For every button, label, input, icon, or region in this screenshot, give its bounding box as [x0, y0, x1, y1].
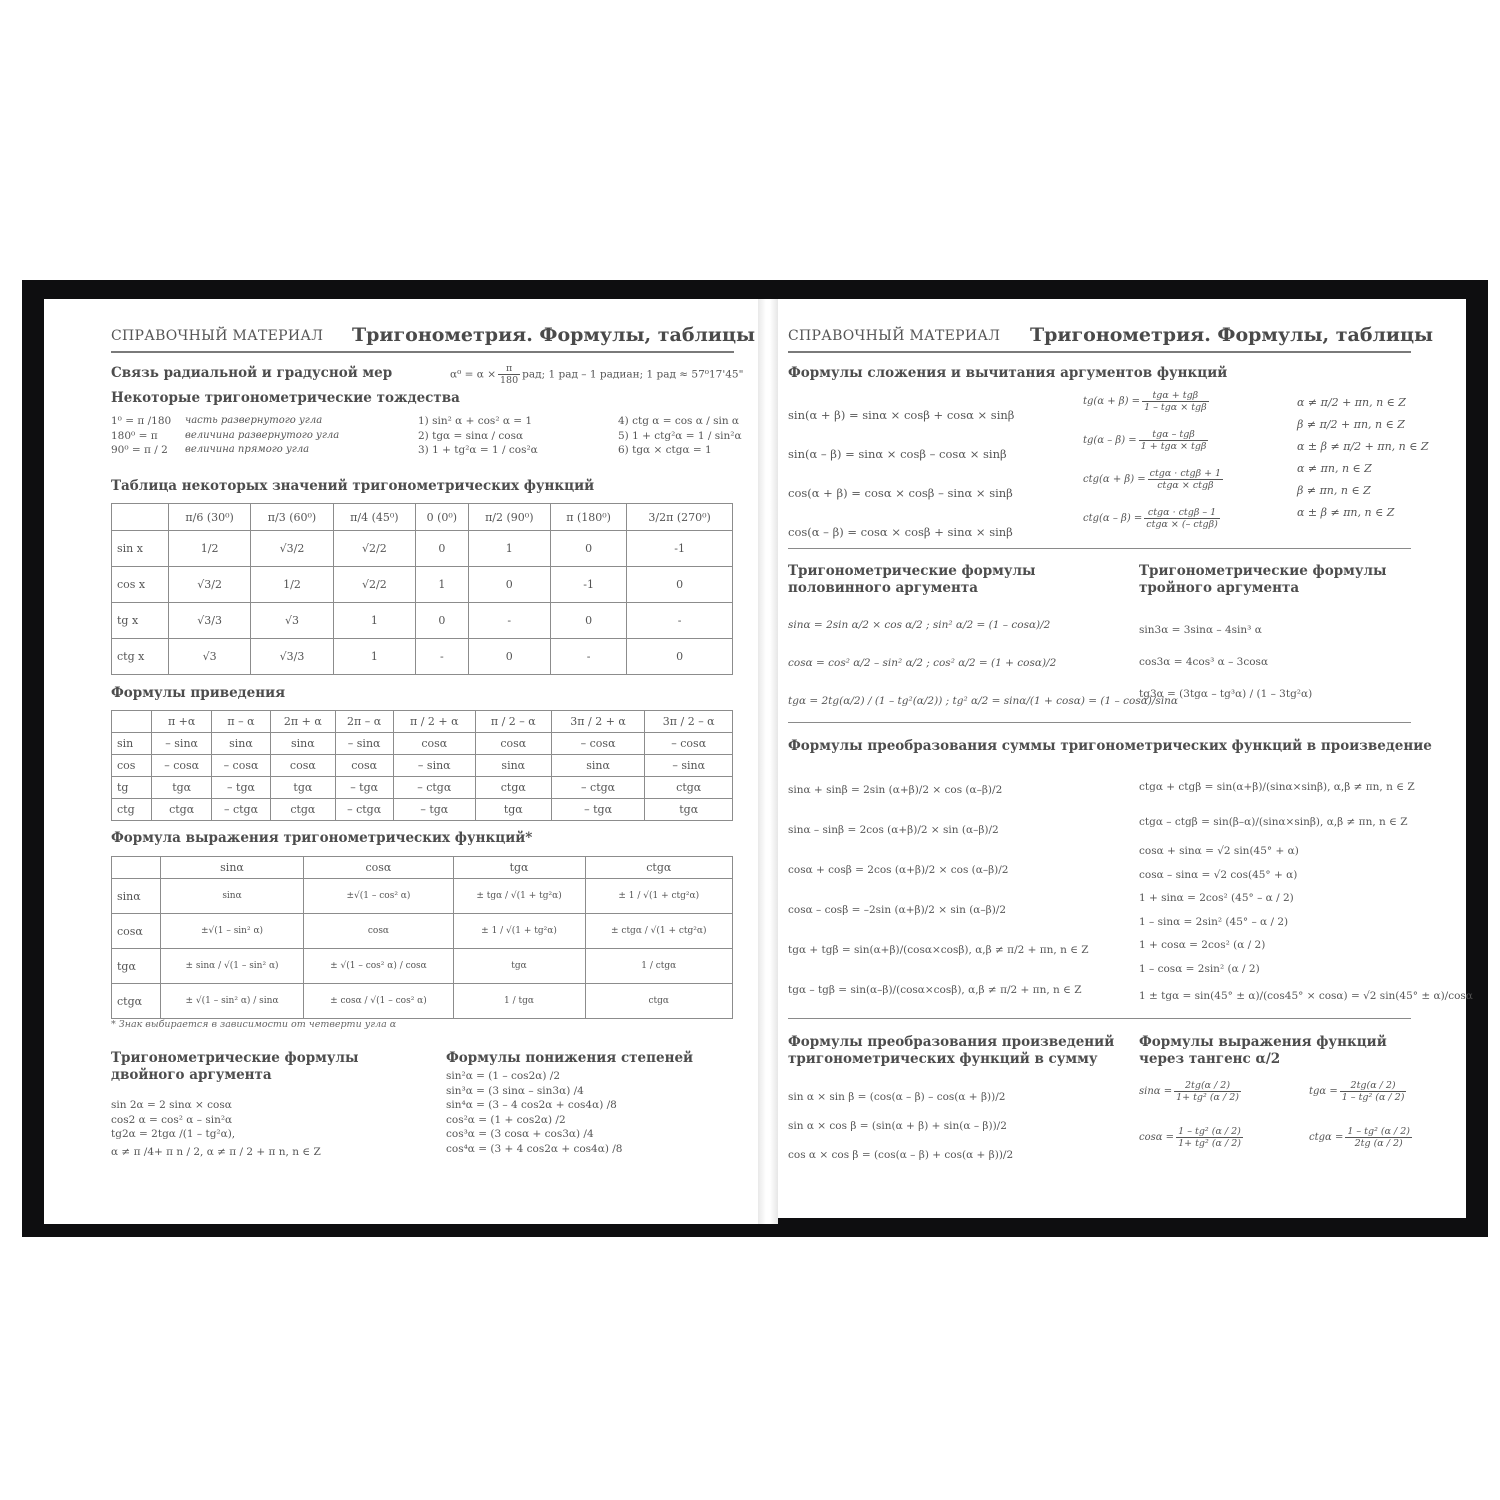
addition-col-3: α ≠ π/2 + πn, n ∈ Z β ≠ π/2 + πn, n ∈ Z α ± β ≠ π/2 + πn, n ∈ Z α ≠ πn, n ∈ Z β ≠ πn, n ∈ Z α ± β ≠ πn, n ∈ Z [1297, 396, 1429, 519]
table-cell: ctg x [112, 639, 169, 675]
table-cell: 0 [416, 531, 469, 567]
table-cell: – cosα [152, 755, 211, 777]
table-cell: cos [112, 755, 152, 777]
table-cell: tgα [453, 857, 585, 879]
table-cell: tgα [645, 799, 733, 821]
table-cell: tgα [112, 949, 161, 984]
table-cell: – sinα [335, 733, 393, 755]
addition-tg-formula: tg(α + β) = $\frac{\text{tgα + tgβ}}{\text{1 – tgα × tgβ}}$ [1083, 390, 1207, 413]
table-cell: √3 [251, 603, 333, 639]
table-cell: ctgα [645, 777, 733, 799]
table-cell: 1 / tgα [453, 984, 585, 1019]
product-to-sum-title: Формулы преобразования произведений тригонометрических функций в сумму [788, 1034, 1115, 1067]
table-cell: 2π + α [271, 711, 335, 733]
table-cell: √3/2 [251, 531, 333, 567]
table-cell: ± √(1 – cos² α) / cosα [304, 949, 453, 984]
right-header-title: Тригонометрия. Формулы, таблицы [1030, 324, 1434, 346]
table-cell: π/6 (30⁰) [168, 504, 250, 531]
table-row [112, 531, 733, 567]
right-header-label: СПРАВОЧНЫЙ МАТЕРИАЛ [788, 328, 1001, 344]
addition-tg-formula: ctg(α – β) = $\frac{\text{ctgα · ctgβ – 1}}{\text{ctgα × (– ctgβ)}}$ [1083, 507, 1218, 530]
addition-title: Формулы сложения и вычитания аргументов функций [788, 365, 1228, 381]
table-cell: ctg [112, 799, 152, 821]
table-cell: 0 [627, 567, 733, 603]
tangent-ctg: ctgα = $\frac{\text{1 – tg² (α / 2)}}{2tg (\alpha / 2)}$ [1309, 1126, 1411, 1149]
sum-to-product-col-1: sinα + sinβ = 2sin (α+β)/2 × cos (α–β)/2 sinα – sinβ = 2cos (α+β)/2 × sin (α–β)/2 cosα + cosβ = 2cos (α+β)/2 × cos (α–β)/2 cosα – cosβ = –2sin (α+β)/2 × sin (α–β)/2 tgα + tgβ = sin(α+β)/(cosα×cosβ), α,β ≠ π/2 + πn, n ∈ Z tgα – tgβ = sin(α–β)/(cosα×cosβ), α,β ≠ π/2 + πn, n ∈ Z [788, 784, 1089, 996]
reduction-table [111, 710, 733, 821]
table-cell: - [550, 639, 626, 675]
table-cell: √3 [168, 639, 250, 675]
power-formulas: sin²α = (1 – cos2α) /2 sin³α = (3 sinα – sin3α) /4 sin⁴α = (3 – 4 cos2α + cos4α) /8 cos²α = (1 + cos2α) /2 cos³α = (3 cosα + cos3α) /4 cos⁴α = (3 + 4 cos2α + cos4α) /8 [446, 1070, 623, 1155]
table-cell: 3π / 2 – α [645, 711, 733, 733]
tangent-tg: tgα = $\frac{2tg(\alpha / 2)}{\text{1 – tg² (α / 2)}}$ [1309, 1080, 1405, 1103]
table-cell: 1 [416, 567, 469, 603]
table-cell: √3/3 [251, 639, 333, 675]
table-cell: √2/2 [333, 567, 415, 603]
table-cell: π / 2 + α [393, 711, 475, 733]
table-cell: cosα [304, 914, 453, 949]
table-cell: sinα [271, 733, 335, 755]
values-table-title: Таблица некоторых значений тригонометрических функций [111, 478, 595, 494]
table-cell: -1 [627, 531, 733, 567]
table-cell: √2/2 [333, 531, 415, 567]
table-cell: – ctgα [335, 799, 393, 821]
table-cell: tgα [453, 949, 585, 984]
table-cell: sin x [112, 531, 169, 567]
table-cell: – sinα [645, 755, 733, 777]
table-row [112, 984, 733, 1019]
table-cell: 0 [550, 531, 626, 567]
table-cell: – tgα [551, 799, 645, 821]
table-cell: cosα [304, 857, 453, 879]
notebook-spine [758, 299, 778, 1224]
table-cell: 1/2 [251, 567, 333, 603]
table-cell: sinα [112, 879, 161, 914]
table-cell: π/4 (45⁰) [333, 504, 415, 531]
table-row [112, 914, 733, 949]
power-title: Формулы понижения степеней [446, 1050, 694, 1066]
table-cell: – sinα [393, 755, 475, 777]
table-cell: π – α [211, 711, 270, 733]
table-cell: sinα [160, 857, 304, 879]
table-row [112, 755, 733, 777]
table-cell: 3/2π (270⁰) [627, 504, 733, 531]
table-cell: sin [112, 733, 152, 755]
table-cell: π/2 (90⁰) [468, 504, 550, 531]
table-cell: ± 1 / √(1 + ctg²α) [585, 879, 732, 914]
table-cell: ± 1 / √(1 + tg²α) [453, 914, 585, 949]
left-header-rule [111, 351, 734, 353]
divider-3 [788, 1018, 1411, 1019]
angle-values: 1⁰ = π /180 180⁰ = π 90⁰ = π / 2 [111, 415, 172, 456]
table-cell: ctgα [585, 984, 732, 1019]
table-cell: – cosα [211, 755, 270, 777]
table-cell: 1 [333, 639, 415, 675]
table-cell: 0 (0⁰) [416, 504, 469, 531]
identities-title: Некоторые тригонометрические тождества [111, 390, 460, 406]
table-cell: - [627, 603, 733, 639]
table-cell: √3/2 [168, 567, 250, 603]
table-cell: tgα [152, 777, 211, 799]
table-cell: cosα [393, 733, 475, 755]
table-cell: -1 [550, 567, 626, 603]
triple-title: Тригонометрические формулы тройного аргумента [1139, 563, 1387, 596]
table-cell: sinα [211, 733, 270, 755]
left-header-title: Тригонометрия. Формулы, таблицы [352, 324, 756, 346]
expression-table [111, 856, 733, 1019]
table-row [112, 857, 733, 879]
table-cell: tgα [271, 777, 335, 799]
right-header-rule [788, 351, 1411, 353]
table-cell: – sinα [152, 733, 211, 755]
table-cell: cosα [271, 755, 335, 777]
tangent-title: Формулы выражения функций через тангенс α/2 [1139, 1034, 1387, 1067]
table-cell: π (180⁰) [550, 504, 626, 531]
table-row [112, 799, 733, 821]
table-cell: – cosα [645, 733, 733, 755]
table-cell: cosα [335, 755, 393, 777]
values-table [111, 503, 733, 675]
radial-title: Связь радиальной и градусной мер [111, 365, 393, 381]
table-cell: tg [112, 777, 152, 799]
identities-col-3: 4) ctg α = cos α / sin α 5) 1 + ctg²α = 1 / sin²α 6) tgα × ctgα = 1 [618, 415, 742, 456]
table-cell: 0 [627, 639, 733, 675]
table-cell: - [468, 603, 550, 639]
table-row [112, 879, 733, 914]
table-cell: cosα [475, 733, 551, 755]
table-cell: ±√(1 – sin² α) [160, 914, 304, 949]
table-cell: 0 [416, 603, 469, 639]
table-cell: ctgα [271, 799, 335, 821]
table-cell: ± cosα / √(1 – cos² α) [304, 984, 453, 1019]
table-cell: 1 / ctgα [585, 949, 732, 984]
addition-col-1: sin(α + β) = sinα × cosβ + cosα × sinβ sin(α – β) = sinα × cosβ – cosα × sinβ cos(α + β) = cosα × cosβ – sinα × sinβ cos(α – β) = cosα × cosβ + sinα × sinβ [788, 408, 1015, 539]
table-cell: – ctgα [393, 777, 475, 799]
table-row [112, 733, 733, 755]
table-cell: sinα [551, 755, 645, 777]
addition-tg-formula: ctg(α + β) = $\frac{\text{ctgα · ctgβ + 1}}{\text{ctgα × ctgβ}}$ [1083, 468, 1222, 491]
reduction-title: Формулы приведения [111, 685, 286, 701]
table-cell: 2π – α [335, 711, 393, 733]
table-cell: – tgα [393, 799, 475, 821]
table-cell: cos x [112, 567, 169, 603]
table-cell [112, 711, 152, 733]
table-row [112, 949, 733, 984]
table-row [112, 567, 733, 603]
table-cell: 1 [468, 531, 550, 567]
table-cell [112, 504, 169, 531]
table-row [112, 603, 733, 639]
table-cell: ± √(1 – sin² α) / sinα [160, 984, 304, 1019]
radial-formula: α⁰ = α × $\frac{\pi}{180}$ рад; 1 рад – 1 радиан; 1 рад ≈ 57⁰17'45" [450, 363, 744, 386]
angle-descriptions: часть развернутого угла величина развернутого угла величина прямого угла [185, 415, 340, 455]
half-title: Тригонометрические формулы половинного аргумента [788, 563, 1036, 596]
table-cell: 1 [333, 603, 415, 639]
sum-to-product-title: Формулы преобразования суммы тригонометрических функций в произведение [788, 738, 1432, 754]
left-header-label: СПРАВОЧНЫЙ МАТЕРИАЛ [111, 328, 324, 344]
table-cell: – ctgα [211, 799, 270, 821]
table-cell: ctgα [152, 799, 211, 821]
table-cell: sinα [160, 879, 304, 914]
table-cell: ±√(1 – cos² α) [304, 879, 453, 914]
table-row [112, 504, 733, 531]
table-cell [112, 857, 161, 879]
table-cell: 0 [550, 603, 626, 639]
expression-title: Формула выражения тригонометрических функций* [111, 830, 533, 846]
table-cell: 3π / 2 + α [551, 711, 645, 733]
table-row [112, 711, 733, 733]
table-cell: ctgα [475, 777, 551, 799]
tangent-sin: sinα = $\frac{2tg(\alpha / 2)}{\text{1+ tg² (α / 2)}}$ [1139, 1080, 1239, 1103]
table-cell: – tgα [335, 777, 393, 799]
table-cell: cosα [112, 914, 161, 949]
table-cell: √3/3 [168, 603, 250, 639]
triple-formulas: sin3α = 3sinα – 4sin³ α cos3α = 4cos³ α – 3cosα tg3α = (3tgα – tg³α) / (1 – 3tg²α) [1139, 624, 1313, 700]
table-cell: ± ctgα / √(1 + ctg²α) [585, 914, 732, 949]
sum-to-product-col-2: ctgα + ctgβ = sin(α+β)/(sinα×sinβ), α,β ≠ πn, n ∈ Z ctgα – ctgβ = sin(β–α)/(sinα×sinβ), α,β ≠ πn, n ∈ Z cosα + sinα = √2 sin(45° + α) cosα – sinα = √2 cos(45° + α) 1 + sinα = 2cos² (45° – α / 2) 1 – sinα = 2sin² (45° – α / 2) 1 + cosα = 2cos² (α / 2) 1 – cosα = 2sin² (α / 2) 1 ± tgα = sin(45° ± α)/(cos45° × cosα) = √2 sin(45° ± α)/cosα [1139, 781, 1473, 1002]
double-title: Тригонометрические формулы двойного аргумента [111, 1050, 359, 1083]
divider-2 [788, 722, 1411, 723]
double-formulas: sin 2α = 2 sinα × cosα cos2 α = cos² α – sin²α tg2α = 2tgα /(1 – tg²α), α ≠ π /4+ π n / 2, α ≠ π / 2 + π n, n ∈ Z [111, 1099, 321, 1158]
product-to-sum-formulas: sin α × sin β = (cos(α – β) – cos(α + β))/2 sin α × cos β = (sin(α + β) + sin(α – β))/2 cos α × cos β = (cos(α – β) + cos(α + β))/2 [788, 1091, 1014, 1161]
half-formulas: sinα = 2sin α/2 × cos α/2 ; sin² α/2 = (1 – cosα)/2 cosα = cos² α/2 – sin² α/2 ; cos² α/2 = (1 + cosα)/2 tgα = 2tg(α/2) / (1 – tg²(α/2)) ; tg² α/2 = sinα/(1 + cosα) = (1 – cosα)/sinα [788, 619, 1179, 707]
table-cell: ± tgα / √(1 + tg²α) [453, 879, 585, 914]
table-cell: 0 [468, 639, 550, 675]
table-cell: 1/2 [168, 531, 250, 567]
expression-note: * Знак выбирается в зависимости от четверти угла α [111, 1019, 397, 1030]
table-cell: – tgα [211, 777, 270, 799]
table-cell: - [416, 639, 469, 675]
addition-tg-formula: tg(α – β) = $\frac{\text{tgα – tgβ}}{\text{1 + tgα × tgβ}}$ [1083, 429, 1207, 452]
table-row [112, 777, 733, 799]
table-row [112, 639, 733, 675]
table-cell: – cosα [551, 733, 645, 755]
table-cell: tgα [475, 799, 551, 821]
table-cell: π / 2 – α [475, 711, 551, 733]
table-cell: ctgα [112, 984, 161, 1019]
table-cell: π +α [152, 711, 211, 733]
table-cell: ctgα [585, 857, 732, 879]
table-cell: – ctgα [551, 777, 645, 799]
divider-1 [788, 548, 1411, 549]
table-cell: 0 [468, 567, 550, 603]
tangent-cos: cosα = $\frac{\text{1 – tg² (α / 2)}}{\text{1+ tg² (α / 2)}}$ [1139, 1126, 1241, 1149]
table-cell: ± sinα / √(1 – sin² α) [160, 949, 304, 984]
table-cell: tg x [112, 603, 169, 639]
table-cell: π/3 (60⁰) [251, 504, 333, 531]
identities-col-2: 1) sin² α + cos² α = 1 2) tgα = sinα / cosα 3) 1 + tg²α = 1 / cos²α [418, 415, 538, 456]
addition-col-2 [1083, 390, 1225, 546]
table-cell: sinα [475, 755, 551, 777]
